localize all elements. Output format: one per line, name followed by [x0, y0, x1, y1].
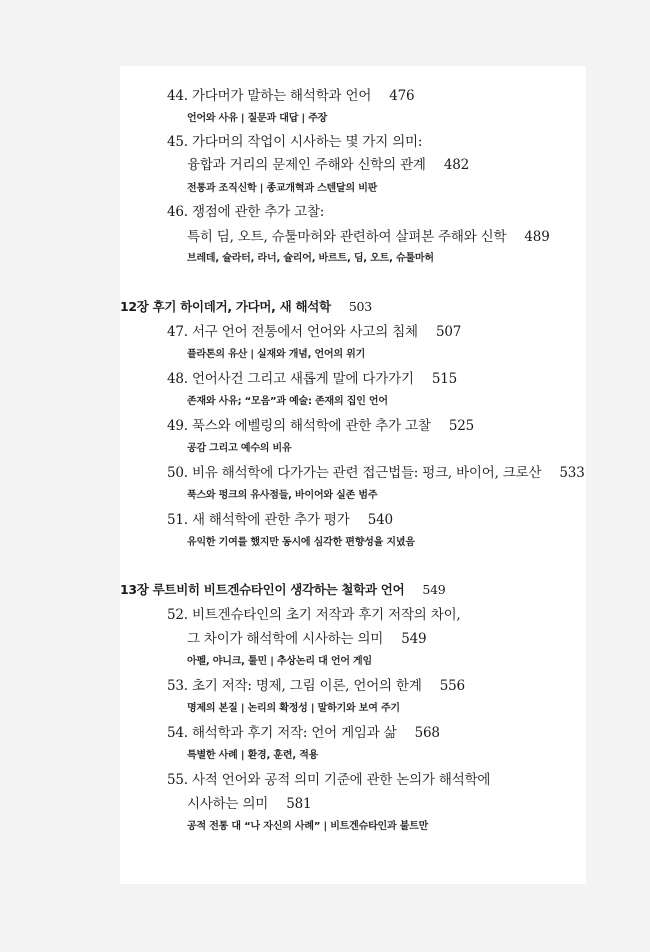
- entry-page: 549: [401, 631, 427, 647]
- chapter-13-heading: [120, 581, 445, 599]
- entry-title: 가다머의 작업이 시사하는 몇 가지 의미:: [191, 134, 423, 150]
- toc-entry-54: [167, 724, 440, 742]
- entry-number: 55.: [167, 772, 188, 788]
- entry-title-continued: 시사하는 의미: [187, 796, 269, 812]
- entry-number: 53.: [167, 678, 188, 694]
- toc-entry-45: [167, 133, 422, 151]
- entry-title: 비유 해석학에 다가가는 관련 접근법들: 펑크, 바이어, 크로산: [191, 465, 542, 481]
- entry-number: 54.: [167, 725, 188, 741]
- entry-subtopics: 플라톤의 유산 | 실재와 개념, 언어의 위기: [187, 349, 366, 360]
- entry-title: 초기 저작: 명제, 그림 이론, 언어의 한계: [191, 678, 422, 694]
- entry-subtopics: 브레데, 슐라터, 라너, 슐리어, 바르트, 딤, 오트, 슈툴마허: [187, 253, 434, 264]
- entry-number: 52.: [167, 607, 188, 623]
- chapter-12-heading: [120, 298, 372, 316]
- chapter-title: 루트비히 비트겐슈타인이 생각하는 철학과 언어: [152, 582, 405, 597]
- toc-entry-47: [167, 323, 461, 341]
- book-page: [120, 66, 586, 884]
- entry-title: 서구 언어 전통에서 언어와 사고의 침체: [191, 324, 418, 340]
- entry-title: 언어사건 그리고 새롭게 말에 다가가기: [191, 371, 414, 387]
- entry-title: 해석학과 후기 저작: 언어 게임과 삶: [191, 725, 397, 741]
- entry-subtopics: 언어와 사유 | 질문과 대답 | 주장: [187, 113, 328, 124]
- toc-entry-52-line2: [187, 630, 426, 648]
- chapter-number: 13장: [120, 582, 149, 597]
- entry-number: 48.: [167, 371, 188, 387]
- toc-entry-53: [167, 677, 465, 695]
- chapter-page: 503: [348, 299, 372, 314]
- entry-subtopics: 명제의 본질 | 논리의 확정성 | 말하기와 보여 주기: [187, 703, 400, 714]
- entry-page: 515: [431, 371, 458, 387]
- entry-subtopics: 유익한 기여를 했지만 동시에 심각한 편향성을 지녔음: [187, 537, 415, 548]
- entry-page: 507: [435, 324, 462, 340]
- entry-page: 482: [443, 157, 470, 173]
- entry-page: 533: [559, 465, 585, 481]
- entry-title-continued: 융합과 거리의 문제인 주해와 신학의 관계: [187, 157, 426, 173]
- entry-title: 가다머가 말하는 해석학과 언어: [191, 88, 372, 104]
- toc-entry-55: [167, 771, 490, 789]
- entry-title-continued: 그 차이가 해석학에 시사하는 의미: [187, 631, 384, 647]
- entry-title: 쟁점에 관한 추가 고찰:: [191, 204, 325, 220]
- entry-page: 556: [439, 678, 465, 694]
- toc-entry-50: [167, 464, 585, 482]
- entry-title: 푹스와 에벨링의 해석학에 관한 추가 고찰: [191, 418, 431, 434]
- entry-subtopics: 푹스와 펑크의 유사점들, 바이어와 실존 범주: [187, 490, 378, 501]
- entry-number: 50.: [167, 465, 188, 481]
- entry-subtopics: 존재와 사유; “모음”과 예술: 존재의 집인 언어: [187, 396, 388, 407]
- entry-subtopics: 특별한 사례 | 환경, 훈련, 적용: [187, 750, 319, 761]
- toc-entry-51: [167, 511, 393, 529]
- entry-subtopics: 전통과 조직신학 | 종교개혁과 스텐달의 비판: [187, 183, 378, 194]
- entry-title: 사적 언어와 공적 의미 기준에 관한 논의가 해석학에: [191, 772, 491, 788]
- entry-page: 540: [367, 512, 393, 528]
- entry-number: 45.: [167, 134, 188, 150]
- toc-entry-45-line2: [187, 156, 469, 174]
- entry-page: 581: [286, 796, 312, 812]
- entry-subtopics: 공적 전통 대 “나 자신의 사례” | 비트겐슈타인과 불트만: [187, 821, 429, 832]
- toc-entry-46: [167, 203, 324, 221]
- entry-number: 47.: [167, 324, 188, 340]
- toc-entry-44: [167, 87, 414, 105]
- entry-subtopics: 아펠, 야니크, 툴민 | 추상논리 대 언어 게임: [187, 656, 372, 667]
- entry-title: 새 해석학에 관한 추가 평가: [191, 512, 350, 528]
- chapter-title: 후기 하이데거, 가다머, 새 해석학: [152, 299, 331, 314]
- entry-number: 46.: [167, 204, 188, 220]
- entry-page: 525: [448, 418, 474, 434]
- chapter-number: 12장: [120, 299, 149, 314]
- entry-number: 49.: [167, 418, 188, 434]
- entry-page: 476: [389, 88, 415, 104]
- entry-page: 489: [524, 229, 550, 245]
- toc-entry-46-line2: [187, 228, 550, 246]
- chapter-page: 549: [422, 582, 446, 597]
- entry-subtopics: 공감 그리고 예수의 비유: [187, 443, 292, 454]
- entry-page: 568: [414, 725, 440, 741]
- entry-title: 비트겐슈타인의 초기 저작과 후기 저작의 차이,: [191, 607, 461, 623]
- toc-entry-49: [167, 417, 474, 435]
- toc-entry-55-line2: [187, 795, 311, 813]
- entry-number: 51.: [167, 512, 188, 528]
- toc-entry-48: [167, 370, 457, 388]
- toc-entry-52: [167, 606, 461, 624]
- entry-title-continued: 특히 딤, 오트, 슈툴마허와 관련하여 살펴본 주해와 신학: [187, 229, 507, 245]
- entry-number: 44.: [167, 88, 188, 104]
